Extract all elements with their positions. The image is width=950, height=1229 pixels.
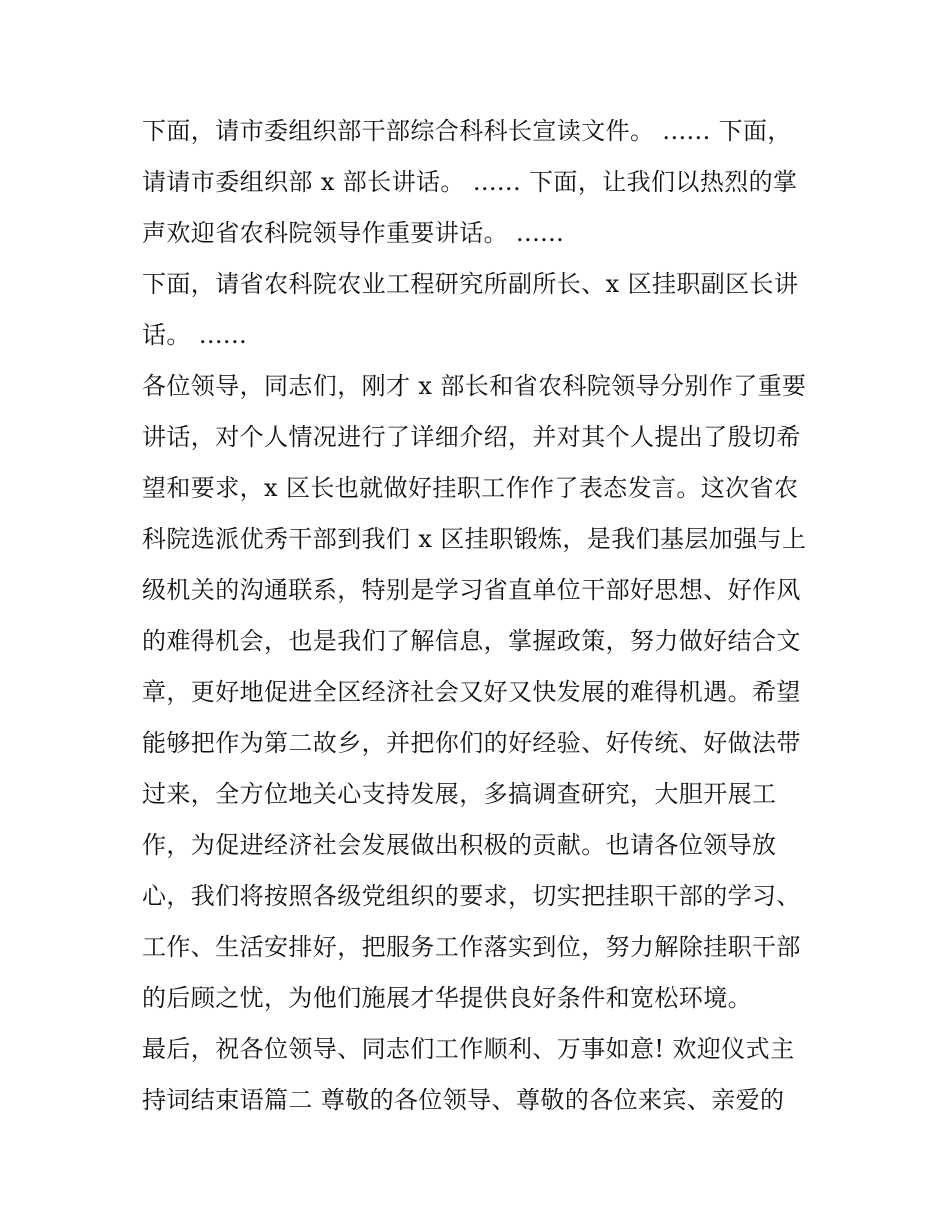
- text-line-12: 章，更好地促进全区经济社会又好又快发展的难得机遇。希望: [142, 678, 801, 706]
- text-line-15: 作，为促进经济社会发展做出积极的贡献。也请各位领导放: [142, 831, 777, 859]
- text-line-4: 下面，请省农科院农业工程研究所副所长、x 区挂职副区长讲: [142, 270, 799, 298]
- text-line-11: 的难得机会，也是我们了解信息，掌握政策，努力做好结合文: [142, 627, 801, 655]
- text-line-10: 级机关的沟通联系，特别是学习省直单位干部好思想、好作风: [142, 576, 801, 604]
- text-line-16: 心，我们将按照各级党组织的要求，切实把挂职干部的学习、: [142, 882, 801, 910]
- text-line-13: 能够把作为第二故乡，并把你们的好经验、好传统、好做法带: [142, 729, 801, 757]
- text-line-2: 请请市委组织部 x 部长讲话。 ...... 下面，让我们以热烈的掌: [142, 168, 798, 196]
- text-line-7: 讲话，对个人情况进行了详细介绍，并对其个人提出了殷切希: [142, 423, 801, 451]
- text-line-18: 的后顾之忧，为他们施展才华提供良好条件和宽松环境。: [142, 984, 752, 1012]
- text-line-1: 下面，请市委组织部干部综合科科长宣读文件。 ...... 下面，: [142, 117, 792, 145]
- text-line-3: 声欢迎省农科院领导作重要讲话。 ......: [142, 219, 565, 247]
- text-line-5: 话。 ......: [142, 321, 248, 349]
- text-line-19: 最后，祝各位领导、同志们工作顺利、万事如意! 欢迎仪式主: [142, 1035, 795, 1063]
- text-line-8: 望和要求，x 区长也就做好挂职工作作了表态发言。这次省农: [142, 474, 799, 502]
- document-body: [142, 106, 814, 1126]
- text-line-9: 科院选派优秀干部到我们 x 区挂职锻炼，是我们基层加强与上: [142, 525, 807, 553]
- text-line-20: 持词结束语篇二 尊敬的各位领导、尊敬的各位来宾、亲爱的: [142, 1086, 785, 1114]
- text-line-17: 工作、生活安排好，把服务工作落实到位，努力解除挂职干部: [142, 933, 801, 961]
- text-line-6: 各位领导，同志们，刚才 x 部长和省农科院领导分别作了重要: [142, 372, 807, 400]
- text-line-14: 过来，全方位地关心支持发展，多搞调查研究，大胆开展工: [142, 780, 777, 808]
